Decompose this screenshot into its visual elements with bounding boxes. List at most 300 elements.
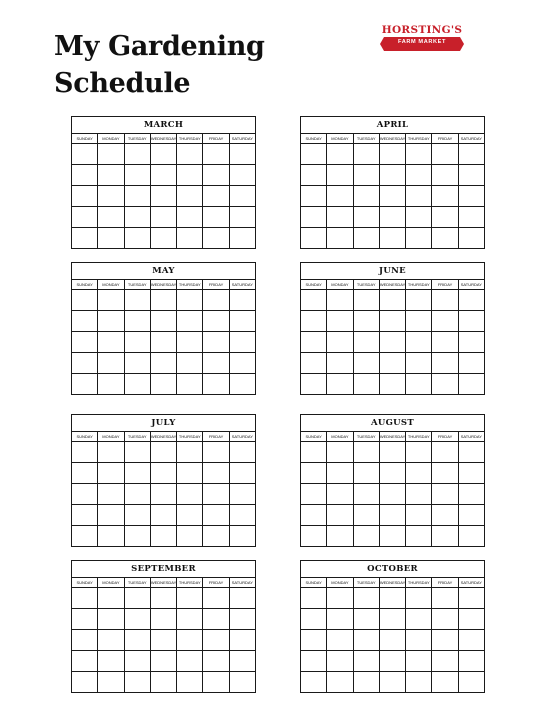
logo-tagline: FARM MARKET <box>398 39 446 45</box>
day-cell <box>354 332 380 352</box>
day-cell <box>327 526 353 546</box>
day-cell <box>301 186 327 206</box>
day-cell <box>203 442 229 462</box>
day-cell <box>177 374 203 394</box>
day-cell <box>203 651 229 671</box>
day-cell <box>72 588 98 608</box>
day-cell <box>406 353 432 373</box>
month-calendar-march <box>71 116 256 249</box>
day-cell <box>354 505 380 525</box>
day-cell <box>327 228 353 248</box>
day-cell <box>354 672 380 692</box>
day-cell <box>72 228 98 248</box>
month-calendar-may <box>71 262 256 395</box>
day-cell <box>459 526 484 546</box>
weekday-label-monday: MONDAY <box>98 280 124 289</box>
day-cell <box>459 505 484 525</box>
month-title: MAY <box>72 263 255 280</box>
day-cell <box>301 672 327 692</box>
day-cell <box>380 353 406 373</box>
day-cell <box>151 526 177 546</box>
day-cell <box>151 207 177 227</box>
day-cell <box>151 463 177 483</box>
weekday-header-row <box>301 134 484 144</box>
day-cell <box>203 609 229 629</box>
day-cell <box>98 526 124 546</box>
day-cell <box>203 353 229 373</box>
day-cell <box>72 609 98 629</box>
day-cell <box>125 144 151 164</box>
day-cell <box>327 311 353 331</box>
weekday-label-wednesday: WEDNESDAY <box>379 434 406 439</box>
day-cell <box>406 165 432 185</box>
day-cell <box>354 186 380 206</box>
day-cell <box>230 609 255 629</box>
day-cell <box>203 228 229 248</box>
weekday-label-thursday: THURSDAY <box>406 432 432 441</box>
day-cell <box>230 311 255 331</box>
day-cell <box>177 672 203 692</box>
weekday-label-friday: FRIDAY <box>203 578 229 587</box>
day-cell <box>354 630 380 650</box>
week-row <box>301 311 484 332</box>
day-cell <box>230 588 255 608</box>
day-cell <box>151 144 177 164</box>
day-cell <box>177 332 203 352</box>
weekday-header-row <box>301 578 484 588</box>
week-row <box>72 374 255 394</box>
day-cell <box>203 588 229 608</box>
week-row <box>72 311 255 332</box>
day-cell <box>230 186 255 206</box>
day-cell <box>230 463 255 483</box>
day-cell <box>380 526 406 546</box>
day-cell <box>459 228 484 248</box>
day-cell <box>432 442 458 462</box>
day-cell <box>301 228 327 248</box>
day-cell <box>125 484 151 504</box>
day-cell <box>203 186 229 206</box>
day-cell <box>151 484 177 504</box>
weekday-label-thursday: THURSDAY <box>406 280 432 289</box>
day-cell <box>177 630 203 650</box>
day-cell <box>230 526 255 546</box>
day-cell <box>230 353 255 373</box>
day-cell <box>459 332 484 352</box>
day-cell <box>98 228 124 248</box>
day-cell <box>177 311 203 331</box>
day-cell <box>354 374 380 394</box>
week-row <box>301 672 484 692</box>
day-cell <box>72 165 98 185</box>
day-cell <box>177 484 203 504</box>
day-cell <box>459 144 484 164</box>
day-cell <box>98 609 124 629</box>
day-cell <box>177 165 203 185</box>
day-cell <box>459 290 484 310</box>
day-cell <box>72 630 98 650</box>
week-row <box>72 442 255 463</box>
day-cell <box>459 311 484 331</box>
weekday-label-wednesday: WEDNESDAY <box>150 580 177 585</box>
day-cell <box>98 651 124 671</box>
day-cell <box>327 672 353 692</box>
day-cell <box>230 672 255 692</box>
day-cell <box>230 484 255 504</box>
weekday-label-thursday: THURSDAY <box>406 578 432 587</box>
weekday-label-sunday: SUNDAY <box>72 280 98 289</box>
day-cell <box>151 651 177 671</box>
weekday-label-saturday: SATURDAY <box>460 434 482 439</box>
day-cell <box>459 630 484 650</box>
day-cell <box>72 651 98 671</box>
day-cell <box>177 442 203 462</box>
day-cell <box>151 588 177 608</box>
day-cell <box>125 165 151 185</box>
day-cell <box>432 651 458 671</box>
weekday-label-monday: MONDAY <box>98 134 124 143</box>
day-cell <box>230 630 255 650</box>
day-cell <box>432 290 458 310</box>
day-cell <box>354 526 380 546</box>
day-cell <box>177 526 203 546</box>
month-calendar-july <box>71 414 256 547</box>
day-cell <box>125 186 151 206</box>
week-row <box>72 353 255 374</box>
day-cell <box>203 290 229 310</box>
weekday-label-monday: MONDAY <box>327 280 353 289</box>
day-cell <box>301 290 327 310</box>
day-cell <box>125 588 151 608</box>
day-cell <box>72 332 98 352</box>
day-cell <box>301 165 327 185</box>
week-row <box>301 207 484 228</box>
day-cell <box>354 463 380 483</box>
day-cell <box>354 165 380 185</box>
day-cell <box>406 630 432 650</box>
day-cell <box>125 311 151 331</box>
day-cell <box>98 505 124 525</box>
day-cell <box>151 374 177 394</box>
weekday-header-row <box>72 134 255 144</box>
day-cell <box>327 332 353 352</box>
weekday-label-saturday: SATURDAY <box>231 136 253 141</box>
day-cell <box>177 588 203 608</box>
weekday-label-friday: FRIDAY <box>432 134 458 143</box>
day-cell <box>432 630 458 650</box>
day-cell <box>301 463 327 483</box>
day-cell <box>301 630 327 650</box>
day-cell <box>432 311 458 331</box>
day-cell <box>301 588 327 608</box>
day-cell <box>327 290 353 310</box>
day-cell <box>301 505 327 525</box>
day-cell <box>177 463 203 483</box>
day-cell <box>230 505 255 525</box>
day-cell <box>151 290 177 310</box>
day-cell <box>432 609 458 629</box>
day-cell <box>432 526 458 546</box>
day-cell <box>327 353 353 373</box>
day-cell <box>380 186 406 206</box>
weekday-label-monday: MONDAY <box>98 578 124 587</box>
day-cell <box>203 165 229 185</box>
day-cell <box>98 463 124 483</box>
day-cell <box>380 588 406 608</box>
weekday-label-sunday: SUNDAY <box>72 578 98 587</box>
week-row <box>72 672 255 692</box>
day-cell <box>354 290 380 310</box>
day-cell <box>177 505 203 525</box>
day-cell <box>98 374 124 394</box>
weekday-label-sunday: SUNDAY <box>301 578 327 587</box>
day-cell <box>125 651 151 671</box>
day-cell <box>177 186 203 206</box>
day-cell <box>459 442 484 462</box>
day-cell <box>406 290 432 310</box>
day-cell <box>151 186 177 206</box>
week-row <box>72 290 255 311</box>
day-cell <box>406 186 432 206</box>
day-cell <box>125 630 151 650</box>
week-row <box>301 186 484 207</box>
month-title: APRIL <box>301 117 484 134</box>
month-title: SEPTEMBER <box>72 561 255 578</box>
week-row <box>72 144 255 165</box>
week-row <box>301 228 484 248</box>
day-cell <box>459 374 484 394</box>
day-cell <box>406 588 432 608</box>
day-cell <box>301 442 327 462</box>
day-cell <box>459 588 484 608</box>
day-cell <box>406 332 432 352</box>
day-cell <box>230 144 255 164</box>
day-cell <box>230 290 255 310</box>
day-cell <box>98 588 124 608</box>
day-cell <box>203 374 229 394</box>
weekday-label-tuesday: TUESDAY <box>354 432 380 441</box>
day-cell <box>380 630 406 650</box>
day-cell <box>125 672 151 692</box>
weekday-label-friday: FRIDAY <box>432 432 458 441</box>
day-cell <box>151 165 177 185</box>
day-cell <box>327 207 353 227</box>
day-cell <box>151 228 177 248</box>
weekday-label-wednesday: WEDNESDAY <box>150 282 177 287</box>
weekday-label-saturday: SATURDAY <box>231 434 253 439</box>
day-cell <box>72 311 98 331</box>
day-cell <box>432 374 458 394</box>
weekday-label-sunday: SUNDAY <box>301 280 327 289</box>
day-cell <box>125 526 151 546</box>
day-cell <box>301 353 327 373</box>
day-cell <box>380 505 406 525</box>
weekday-label-saturday: SATURDAY <box>231 282 253 287</box>
day-cell <box>354 609 380 629</box>
week-row <box>301 332 484 353</box>
day-cell <box>459 207 484 227</box>
day-cell <box>301 484 327 504</box>
day-cell <box>203 332 229 352</box>
weekday-label-monday: MONDAY <box>327 432 353 441</box>
day-cell <box>432 228 458 248</box>
day-cell <box>406 144 432 164</box>
day-cell <box>177 353 203 373</box>
weekday-label-wednesday: WEDNESDAY <box>150 136 177 141</box>
day-cell <box>98 207 124 227</box>
day-cell <box>230 228 255 248</box>
day-cell <box>406 672 432 692</box>
day-cell <box>203 484 229 504</box>
day-cell <box>301 651 327 671</box>
day-cell <box>354 144 380 164</box>
week-row <box>301 588 484 609</box>
day-cell <box>98 332 124 352</box>
day-cell <box>380 463 406 483</box>
day-cell <box>432 505 458 525</box>
day-cell <box>327 505 353 525</box>
day-cell <box>98 144 124 164</box>
weekday-header-row <box>301 432 484 442</box>
day-cell <box>98 630 124 650</box>
day-cell <box>203 630 229 650</box>
day-cell <box>432 144 458 164</box>
week-row <box>72 165 255 186</box>
day-cell <box>432 165 458 185</box>
day-cell <box>380 207 406 227</box>
day-cell <box>459 672 484 692</box>
day-cell <box>125 207 151 227</box>
day-cell <box>380 290 406 310</box>
day-cell <box>230 207 255 227</box>
day-cell <box>230 442 255 462</box>
weekday-label-sunday: SUNDAY <box>72 134 98 143</box>
day-cell <box>327 144 353 164</box>
month-title: JUNE <box>301 263 484 280</box>
day-cell <box>380 484 406 504</box>
day-cell <box>354 651 380 671</box>
weekday-label-thursday: THURSDAY <box>406 134 432 143</box>
week-row <box>72 207 255 228</box>
week-row <box>301 505 484 526</box>
day-cell <box>459 186 484 206</box>
day-cell <box>380 609 406 629</box>
weekday-label-thursday: THURSDAY <box>177 134 203 143</box>
weekday-label-monday: MONDAY <box>327 134 353 143</box>
day-cell <box>327 463 353 483</box>
weekday-label-saturday: SATURDAY <box>231 580 253 585</box>
weekday-label-tuesday: TUESDAY <box>125 578 151 587</box>
day-cell <box>327 484 353 504</box>
day-cell <box>459 463 484 483</box>
week-row <box>72 228 255 248</box>
day-cell <box>125 353 151 373</box>
day-cell <box>327 651 353 671</box>
weekday-header-row <box>72 432 255 442</box>
week-row <box>301 526 484 546</box>
day-cell <box>327 165 353 185</box>
day-cell <box>432 672 458 692</box>
day-cell <box>432 332 458 352</box>
day-cell <box>151 332 177 352</box>
day-cell <box>72 505 98 525</box>
weekday-label-wednesday: WEDNESDAY <box>379 580 406 585</box>
day-cell <box>380 311 406 331</box>
week-row <box>301 651 484 672</box>
day-cell <box>459 353 484 373</box>
day-cell <box>459 484 484 504</box>
weekday-label-tuesday: TUESDAY <box>125 432 151 441</box>
day-cell <box>203 144 229 164</box>
day-cell <box>432 207 458 227</box>
weekday-label-tuesday: TUESDAY <box>354 280 380 289</box>
day-cell <box>72 442 98 462</box>
day-cell <box>125 332 151 352</box>
weekday-label-friday: FRIDAY <box>203 134 229 143</box>
day-cell <box>203 207 229 227</box>
month-calendar-august <box>300 414 485 547</box>
day-cell <box>432 588 458 608</box>
day-cell <box>125 463 151 483</box>
weekday-label-friday: FRIDAY <box>203 432 229 441</box>
day-cell <box>380 228 406 248</box>
day-cell <box>406 207 432 227</box>
weekday-label-tuesday: TUESDAY <box>354 134 380 143</box>
day-cell <box>380 651 406 671</box>
day-cell <box>327 186 353 206</box>
day-cell <box>380 165 406 185</box>
weekday-header-row <box>72 280 255 290</box>
day-cell <box>98 290 124 310</box>
day-cell <box>230 332 255 352</box>
day-cell <box>301 144 327 164</box>
day-cell <box>432 484 458 504</box>
week-row <box>301 144 484 165</box>
weekday-label-wednesday: WEDNESDAY <box>150 434 177 439</box>
day-cell <box>230 165 255 185</box>
day-cell <box>406 228 432 248</box>
day-cell <box>432 463 458 483</box>
weekday-label-monday: MONDAY <box>327 578 353 587</box>
week-row <box>301 442 484 463</box>
day-cell <box>203 463 229 483</box>
weekday-label-thursday: THURSDAY <box>177 280 203 289</box>
day-cell <box>354 484 380 504</box>
day-cell <box>354 311 380 331</box>
week-row <box>301 463 484 484</box>
day-cell <box>203 672 229 692</box>
day-cell <box>72 353 98 373</box>
week-row <box>72 609 255 630</box>
week-row <box>301 290 484 311</box>
day-cell <box>177 144 203 164</box>
week-row <box>72 588 255 609</box>
day-cell <box>125 442 151 462</box>
day-cell <box>380 144 406 164</box>
day-cell <box>354 588 380 608</box>
day-cell <box>301 526 327 546</box>
day-cell <box>72 484 98 504</box>
weekday-label-friday: FRIDAY <box>432 280 458 289</box>
day-cell <box>72 144 98 164</box>
day-cell <box>301 311 327 331</box>
weekday-label-saturday: SATURDAY <box>460 136 482 141</box>
month-calendar-june <box>300 262 485 395</box>
week-row <box>301 374 484 394</box>
day-cell <box>327 609 353 629</box>
day-cell <box>72 526 98 546</box>
weekday-label-tuesday: TUESDAY <box>354 578 380 587</box>
